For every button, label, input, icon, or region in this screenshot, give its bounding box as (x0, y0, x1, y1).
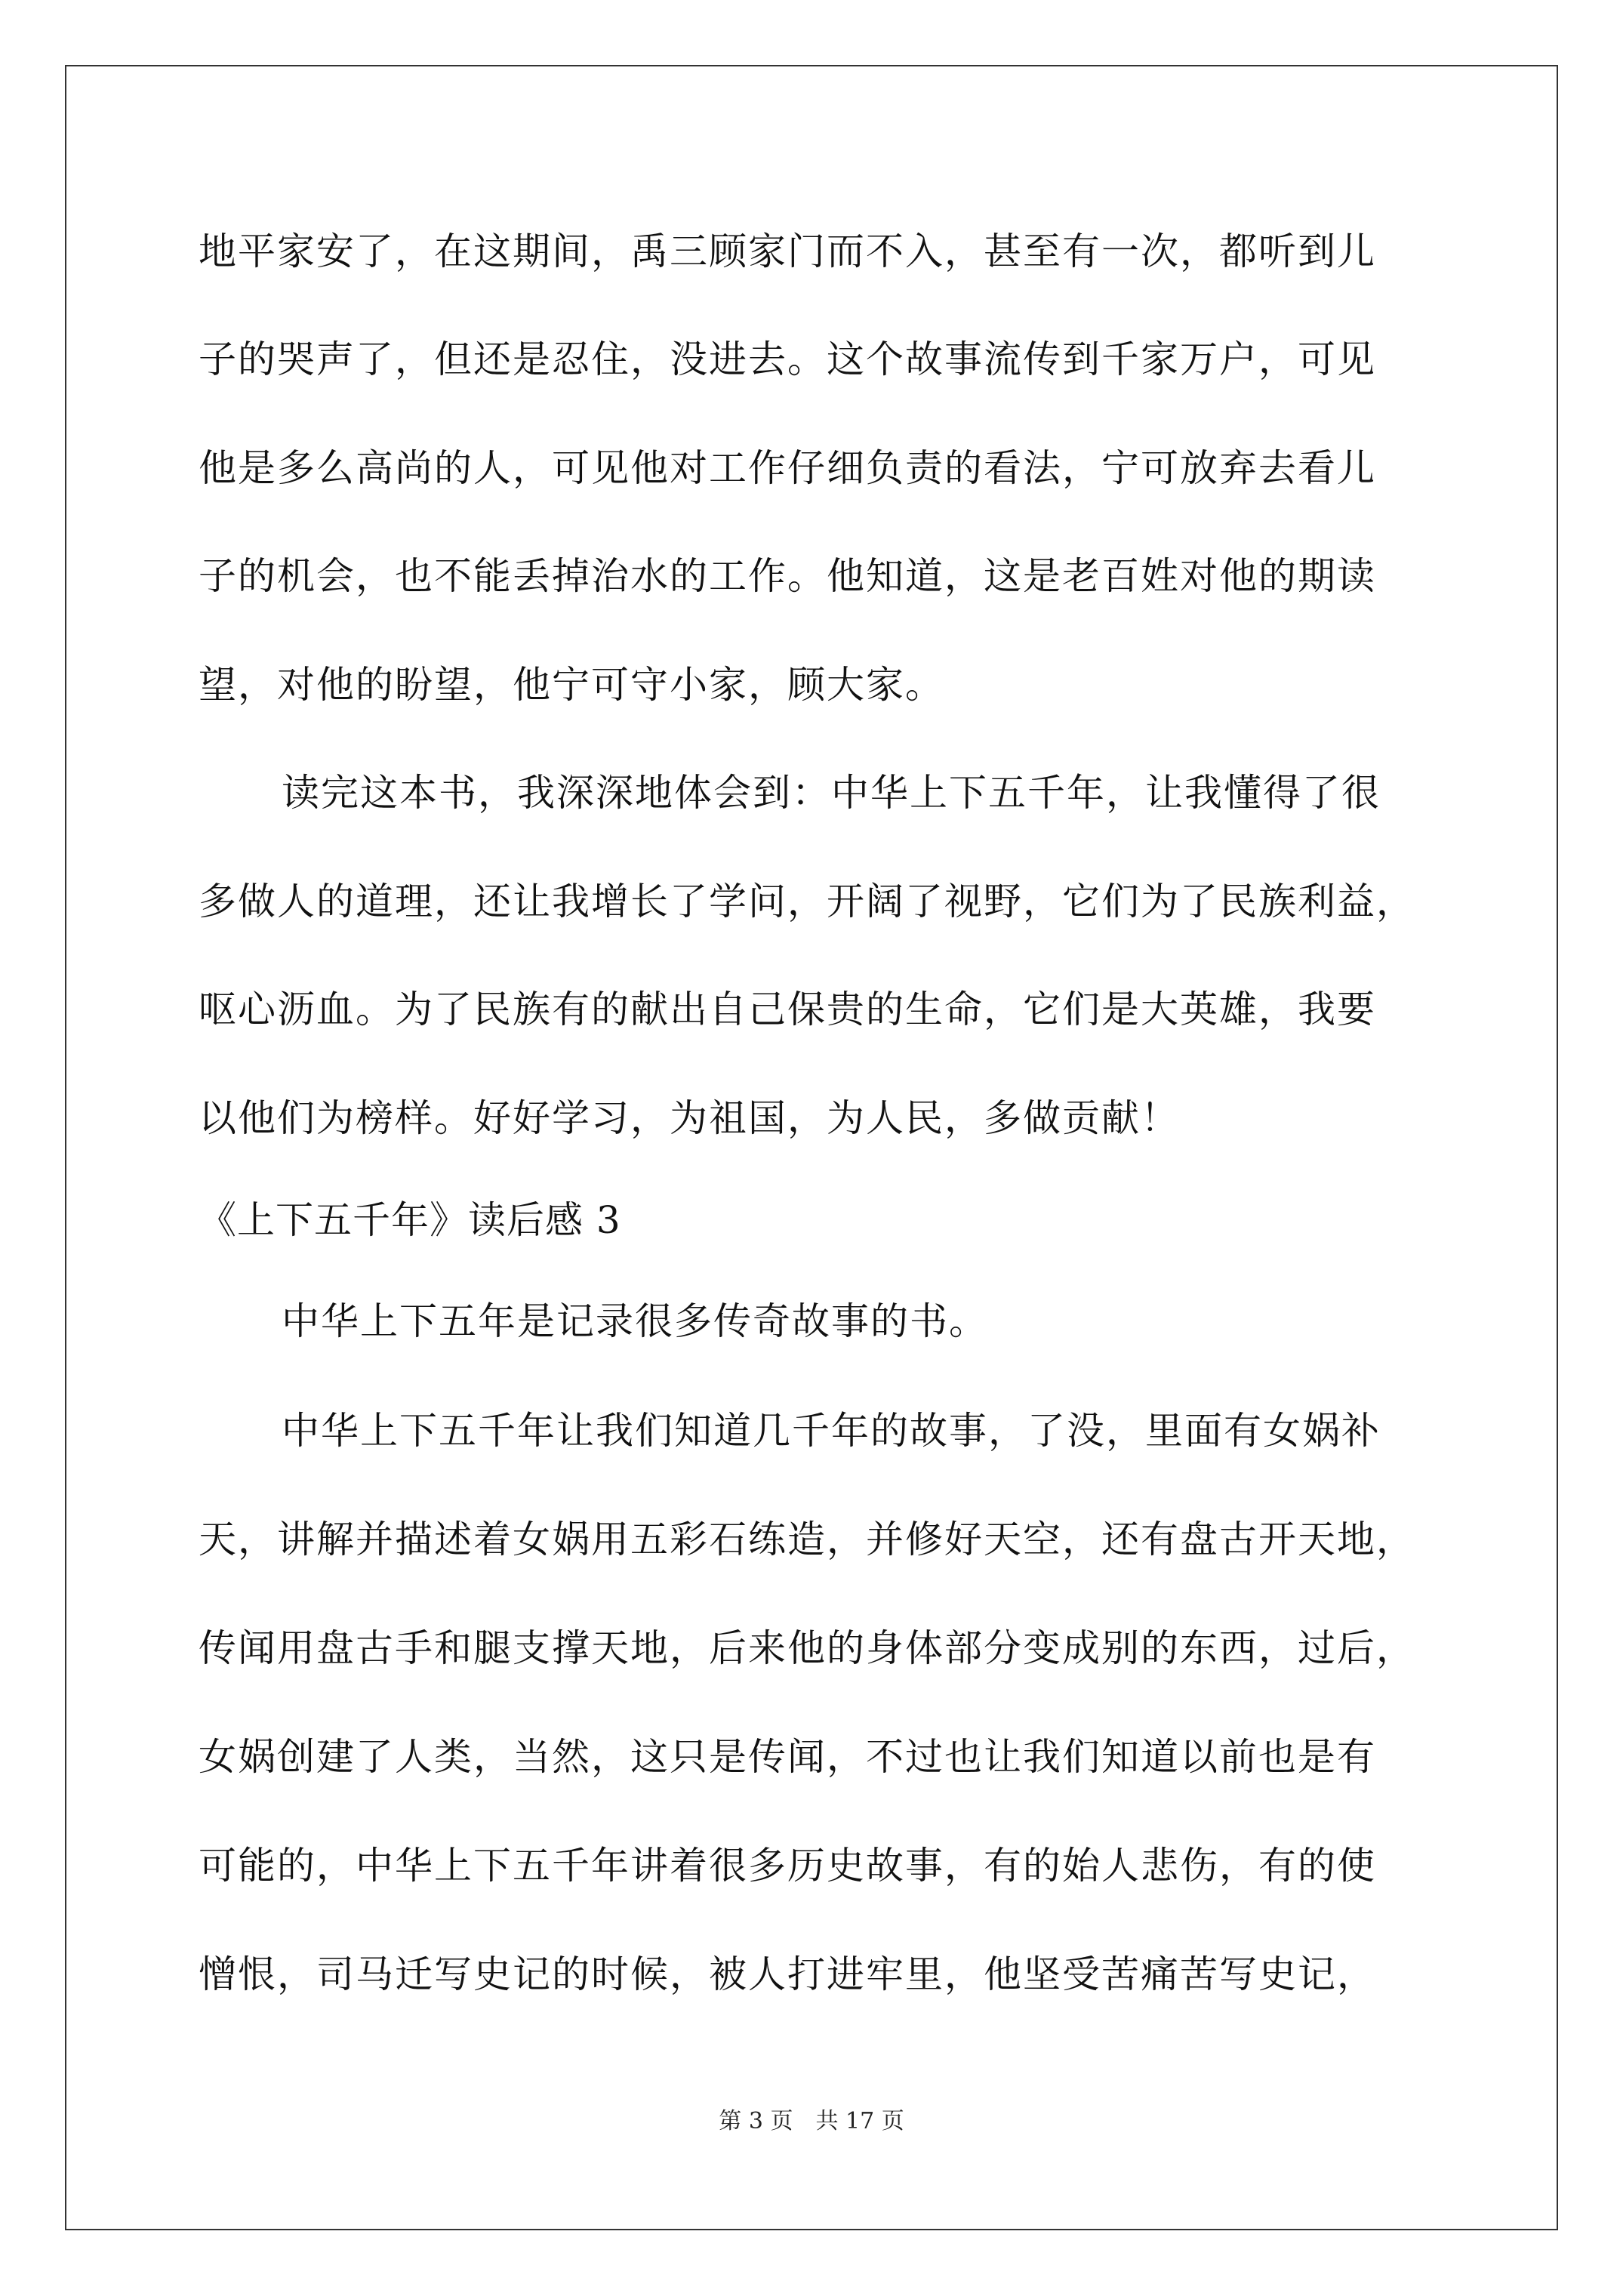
text-line-14: 传闻用盘古手和腿支撑天地，后来他的身体部分变成别的东西，过后， (199, 1626, 1415, 1670)
section-heading: 《上下五千年》读后感 3 (199, 1198, 621, 1242)
text-line-7: 多做人的道理，还让我增长了学问，开阔了视野，它们为了民族利益， (199, 880, 1415, 923)
text-line-4: 子的机会，也不能丢掉治水的工作。他知道，这是老百姓对他的期读 (199, 554, 1376, 598)
text-line-3: 他是多么高尚的人，可见他对工作仔细负责的看法，宁可放弃去看儿 (199, 446, 1376, 490)
text-line-12: 中华上下五千年让我们知道几千年的故事，了没，里面有女娲补 (282, 1409, 1381, 1453)
text-line-17: 憎恨，司马迁写史记的时候，被人打进牢里，他坚受苦痛苦写史记， (199, 1952, 1376, 1996)
text-line-15: 女娲创建了人类，当然，这只是传闻，不过也让我们知道以前也是有 (199, 1735, 1376, 1779)
text-line-6: 读完这本书，我深深地体会到：中华上下五千年，让我懂得了很 (282, 771, 1381, 815)
text-line-2: 子的哭声了，但还是忍住，没进去。这个故事流传到千家万户，可见 (199, 337, 1376, 381)
text-line-13: 天，讲解并描述着女娲用五彩石练造，并修好天空，还有盘古开天地， (199, 1518, 1415, 1561)
text-line-5: 望，对他的盼望，他宁可守小家，顾大家。 (199, 663, 944, 707)
text-line-9: 以他们为榜样。好好学习，为祖国，为人民，多做贡献！ (199, 1096, 1180, 1140)
text-line-1: 地平家安了，在这期间，禹三顾家门而不入，甚至有一次，都听到儿 (199, 230, 1376, 273)
text-line-8: 呕心沥血。为了民族有的献出自己保贵的生命，它们是大英雄，我要 (199, 988, 1376, 1031)
text-line-16: 可能的，中华上下五千年讲着很多历史故事，有的始人悲伤，有的使 (199, 1844, 1376, 1888)
page-number-footer: 第 3 页 共 17 页 (719, 2108, 904, 2134)
text-line-11: 中华上下五年是记录很多传奇故事的书。 (282, 1299, 988, 1343)
page-border (65, 65, 1558, 2230)
